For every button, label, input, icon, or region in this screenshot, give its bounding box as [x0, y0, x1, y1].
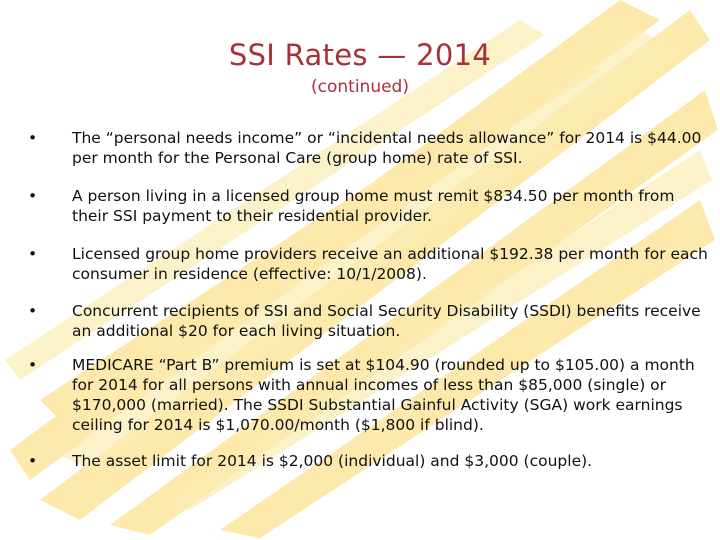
bullet-text: The “personal needs income” or “incidental needs allowance” for 2014 is $44.00 per month for the Personal Care (group home) rate of SSI. [72, 129, 702, 167]
bullet-icon: • [28, 187, 38, 205]
bullet-text: Licensed group home providers receive an additional $192.38 per month for each consumer in residence (effective: 10/1/2008). [72, 245, 708, 283]
slide-subtitle: (continued) [311, 77, 409, 97]
bullet-icon: • [28, 129, 38, 147]
bullet-text: MEDICARE “Part B” premium is set at $104.90 (rounded up to $105.00) a month for 2014 for all persons with annual incomes of less than $85,000 (single) or $170,000 (married). The SSDI Substantial Gainful Activity (SGA) work earnings ceiling for 2014 is $1,070.00/month ($1,800 if blind). [72, 356, 695, 434]
bullet-text: A person living in a licensed group home must remit $834.50 per month from their SSI payment to their residential provider. [72, 187, 675, 225]
bullet-text: Concurrent recipients of SSI and Social Security Disability (SSDI) benefits receive an additional $20 for each living situation. [72, 302, 701, 340]
bullet-icon: • [28, 356, 38, 374]
bullet-icon: • [28, 245, 38, 263]
slide-title: SSI Rates — 2014 [228, 38, 492, 72]
bullet-text: The asset limit for 2014 is $2,000 (individual) and $3,000 (couple). [72, 452, 593, 470]
bullet-icon: • [28, 452, 38, 470]
bullet-icon: • [28, 302, 38, 320]
